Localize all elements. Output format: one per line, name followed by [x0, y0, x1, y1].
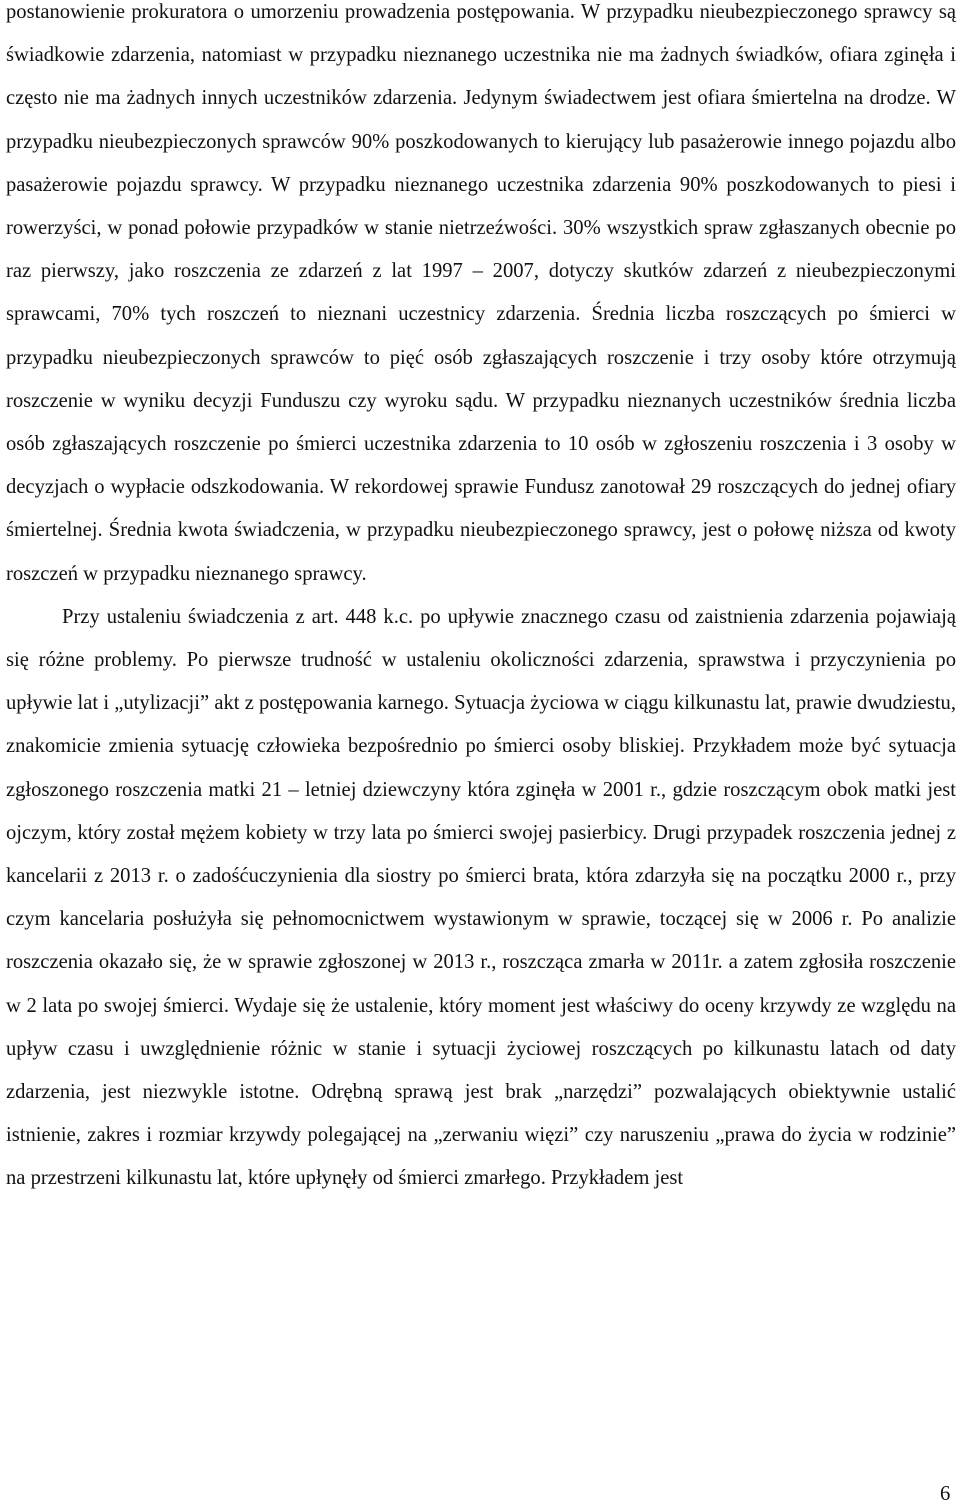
body-paragraph: Przy ustaleniu świadczenia z art. 448 k.c. po upływie znacznego czasu od zaistnienia zdarzenia pojawiają się różne problemy. Po pierwsze trudność w ustaleniu okoliczności zdarzenia, sprawstwa i przyczynienia po upływie lat i „utylizacji” akt z postępowania karnego. Sytuacja życiowa w ciągu kilkunastu lat, prawie dwudziestu, znakomicie zmienia sytuację człowieka bezpośrednio po śmierci osoby bliskiej. Przykładem może być sytuacja zgłoszonego roszczenia matki 21 – letniej dziewczyny która zginęła w 2001 r., gdzie roszczącym obok matki jest ojczym, który został mężem kobiety w trzy lata po śmierci swojej pasierbicy. Drugi przypadek roszczenia jednej z kancelarii z 2013 r. o zadośćuczynienia dla siostry po śmierci brata, która zdarzyła się na początku 2000 r., przy czym kancelaria posłużyła się pełnomocnictwem wystawionym w sprawie, toczącej się w 2006 r. Po analizie roszczenia okazało się, że w sprawie zgłoszonej w 2013 r., roszcząca zmarła w 2011r. a zatem zgłosiła roszczenie w 2 lata po swojej śmierci. Wydaje się że ustalenie, który moment jest właściwy do oceny krzywdy ze względu na upływ czasu i uwzględnienie różnic w stanie i sytuacji życiowej roszczących po kilkunastu latach od daty zdarzenia, jest niezwykle istotne. Odrębną sprawą jest brak „narzędzi” pozwalających obiektywnie ustalić istnienie, zakres i rozmiar krzywdy polegającej na „zerwaniu więzi” czy naruszeniu „prawa do życia w rodzinie” na przestrzeni kilkunastu lat, które upłynęły od śmierci zmarłego. Przykładem jest [6, 605, 956, 1190]
page-number: 6 [940, 1483, 951, 1505]
document-page [6, 0, 956, 1201]
body-paragraph: postanowienie prokuratora o umorzeniu prowadzenia postępowania. W przypadku nieubezpieczonego sprawcy są świadkowie zdarzenia, natomiast w przypadku nieznanego uczestnika nie ma żadnych świadków, ofiara zginęła i często nie ma żadnych innych uczestników zdarzenia. Jedynym świadectwem jest ofiara śmiertelna na drodze. W przypadku nieubezpieczonych sprawców 90% poszkodowanych to kierujący lub pasażerowie innego pojazdu albo pasażerowie pojazdu sprawcy. W przypadku nieznanego uczestnika zdarzenia 90% poszkodowanych to piesi i rowerzyści, w ponad połowie przypadków w stanie nietrzeźwości. 30% wszystkich spraw zgłaszanych obecnie po raz pierwszy, jako roszczenia ze zdarzeń z lat 1997 – 2007, dotyczy skutków zdarzeń z nieubezpieczonymi sprawcami, 70% tych roszczeń to nieznani uczestnicy zdarzenia. Średnia liczba roszczących po śmierci w przypadku nieubezpieczonych sprawców to pięć osób zgłaszających roszczenie i trzy osoby które otrzymują roszczenie w wyniku decyzji Funduszu czy wyroku sądu. W przypadku nieznanych uczestników średnia liczba osób zgłaszających roszczenie po śmierci uczestnika zdarzenia to 10 osób w zgłoszeniu roszczenia i 3 osoby w decyzjach o wypłacie odszkodowania. W rekordowej sprawie Fundusz zanotował 29 roszczących do jednej ofiary śmiertelnej. Średnia kwota świadczenia, w przypadku nieubezpieczonego sprawcy, jest o połowę niższa od kwoty roszczeń w przypadku nieznanego sprawcy. [6, 1, 956, 585]
